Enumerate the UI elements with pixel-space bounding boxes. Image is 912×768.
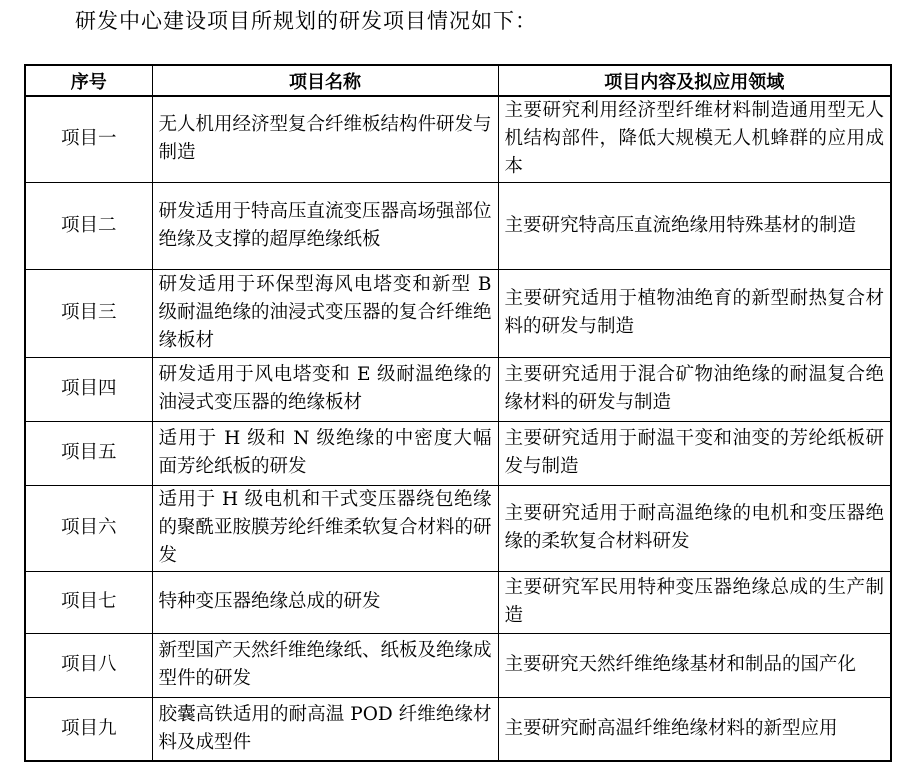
table-row [25, 633, 891, 697]
cell-desc: 主要研究特高压直流绝缘用特殊基材的制造 [498, 182, 891, 269]
header-seq: 序号 [25, 65, 152, 96]
cell-desc: 主要研究天然纤维绝缘基材和制品的国产化 [498, 633, 891, 697]
cell-desc: 主要研究利用经济型纤维材料制造通用型无人机结构部件，降低大规模无人机蜂群的应用成本 [498, 96, 891, 182]
cell-desc: 主要研究适用于植物油绝育的新型耐热复合材料的研发与制造 [498, 269, 891, 357]
cell-seq: 项目三 [25, 269, 152, 357]
cell-seq: 项目一 [25, 96, 152, 182]
project-table [24, 64, 892, 762]
table-row [25, 96, 891, 182]
cell-desc: 主要研究适用于混合矿物油绝缘的耐温复合绝缘材料的研发与制造 [498, 357, 891, 421]
cell-seq: 项目七 [25, 571, 152, 633]
cell-desc: 主要研究适用于耐高温绝缘的电机和变压器绝缘的柔软复合材料研发 [498, 485, 891, 571]
cell-name: 适用于 H 级电机和干式变压器绕包绝缘的聚酰亚胺膜芳纶纤维柔软复合材料的研发 [152, 485, 498, 571]
cell-seq: 项目六 [25, 485, 152, 571]
header-name: 项目名称 [152, 65, 498, 96]
cell-desc: 主要研究军民用特种变压器绝缘总成的生产制造 [498, 571, 891, 633]
cell-seq: 项目八 [25, 633, 152, 697]
table-header-row [25, 65, 891, 96]
table-row [25, 357, 891, 421]
cell-name: 研发适用于风电塔变和 E 级耐温绝缘的油浸式变压器的绝缘板材 [152, 357, 498, 421]
table-row [25, 571, 891, 633]
cell-name: 特种变压器绝缘总成的研发 [152, 571, 498, 633]
table-row [25, 182, 891, 269]
cell-name: 研发适用于特高压直流变压器高场强部位绝缘及支撑的超厚绝缘纸板 [152, 182, 498, 269]
cell-name: 无人机用经济型复合纤维板结构件研发与制造 [152, 96, 498, 182]
cell-seq: 项目二 [25, 182, 152, 269]
cell-seq: 项目四 [25, 357, 152, 421]
intro-text: 研发中心建设项目所规划的研发项目情况如下： [75, 9, 537, 33]
table-row [25, 421, 891, 485]
table-row [25, 697, 891, 761]
cell-name: 胶囊高铁适用的耐高温 POD 纤维绝缘材料及成型件 [152, 697, 498, 761]
cell-desc: 主要研究耐高温纤维绝缘材料的新型应用 [498, 697, 891, 761]
cell-seq: 项目九 [25, 697, 152, 761]
table-row [25, 485, 891, 571]
cell-seq: 项目五 [25, 421, 152, 485]
header-desc: 项目内容及拟应用领域 [498, 65, 891, 96]
cell-name: 适用于 H 级和 N 级绝缘的中密度大幅面芳纶纸板的研发 [152, 421, 498, 485]
cell-desc: 主要研究适用于耐温干变和油变的芳纶纸板研发与制造 [498, 421, 891, 485]
cell-name: 新型国产天然纤维绝缘纸、纸板及绝缘成型件的研发 [152, 633, 498, 697]
cell-name: 研发适用于环保型海风电塔变和新型 B 级耐温绝缘的油浸式变压器的复合纤维绝缘板材 [152, 269, 498, 357]
table-row [25, 269, 891, 357]
